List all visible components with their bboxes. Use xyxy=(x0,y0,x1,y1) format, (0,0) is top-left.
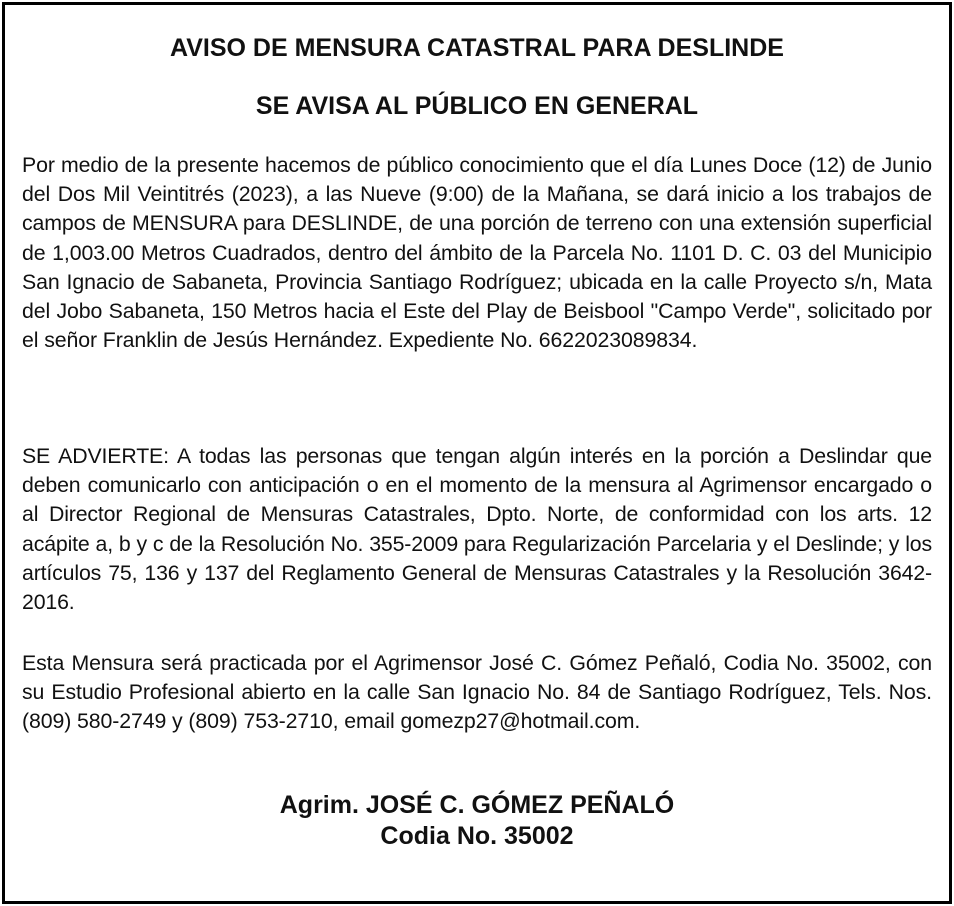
notice-box xyxy=(2,2,952,904)
paragraph-announcement: Por medio de la presente hacemos de público conocimiento que el día Lunes Doce (12) de Junio del Dos Mil Veintitrés (2023), a las Nueve (9:00) de la Mañana, se dará inicio a los trabajos de campos de MENSURA para DESLINDE, de una porción de terreno con una extensión superficial de 1,003.00 Metros Cuadrados, dentro del ámbito de la Parcela No. 1101 D. C. 03 del Municipio San Ignacio de Sabaneta, Provincia Santiago Rodríguez; ubicada en la calle Proyecto s/n, Mata del Jobo Sabaneta, 150 Metros hacia el Este del Play de Beisbool "Campo Verde", solicitado por el señor Franklin de Jesús Hernández. Expediente No. 6622023089834. xyxy=(22,153,932,353)
notice-subtitle: SE AVISA AL PÚBLICO EN GENERAL xyxy=(255,92,699,120)
paragraph-warning: SE ADVIERTE: A todas las personas que tengan algún interés en la porción a Deslindar que deben comunicarlo con anticipación o en el momento de la mensura al Agrimensor encargado o al Director Regional de Mensuras Catastrales, Dpto. Norte, de conformidad con los arts. 12 acápite a, b y c de la Resolución No. 355-2009 para Regularización Parcelaria y el Deslinde; y los artículos 75, 136 y 137 del Reglamento General de Mensuras Catastrales y la Resolución 3642-2016. xyxy=(22,444,932,615)
signature-codia: Codia No. 35002 xyxy=(380,822,574,850)
paragraph-surveyor-info: Esta Mensura será practicada por el Agrimensor José C. Gómez Peñaló, Codia No. 35002, con su Estudio Profesional abierto en la calle San Ignacio No. 84 de Santiago Rodríguez, Tels. Nos. (809) 580-2749 y (809) 753-2710, email gomezp27@hotmail.com. xyxy=(22,651,932,734)
signature-name: Agrim. JOSÉ C. GÓMEZ PEÑALÓ xyxy=(279,791,675,819)
notice-title: AVISO DE MENSURA CATASTRAL PARA DESLINDE xyxy=(170,34,784,62)
